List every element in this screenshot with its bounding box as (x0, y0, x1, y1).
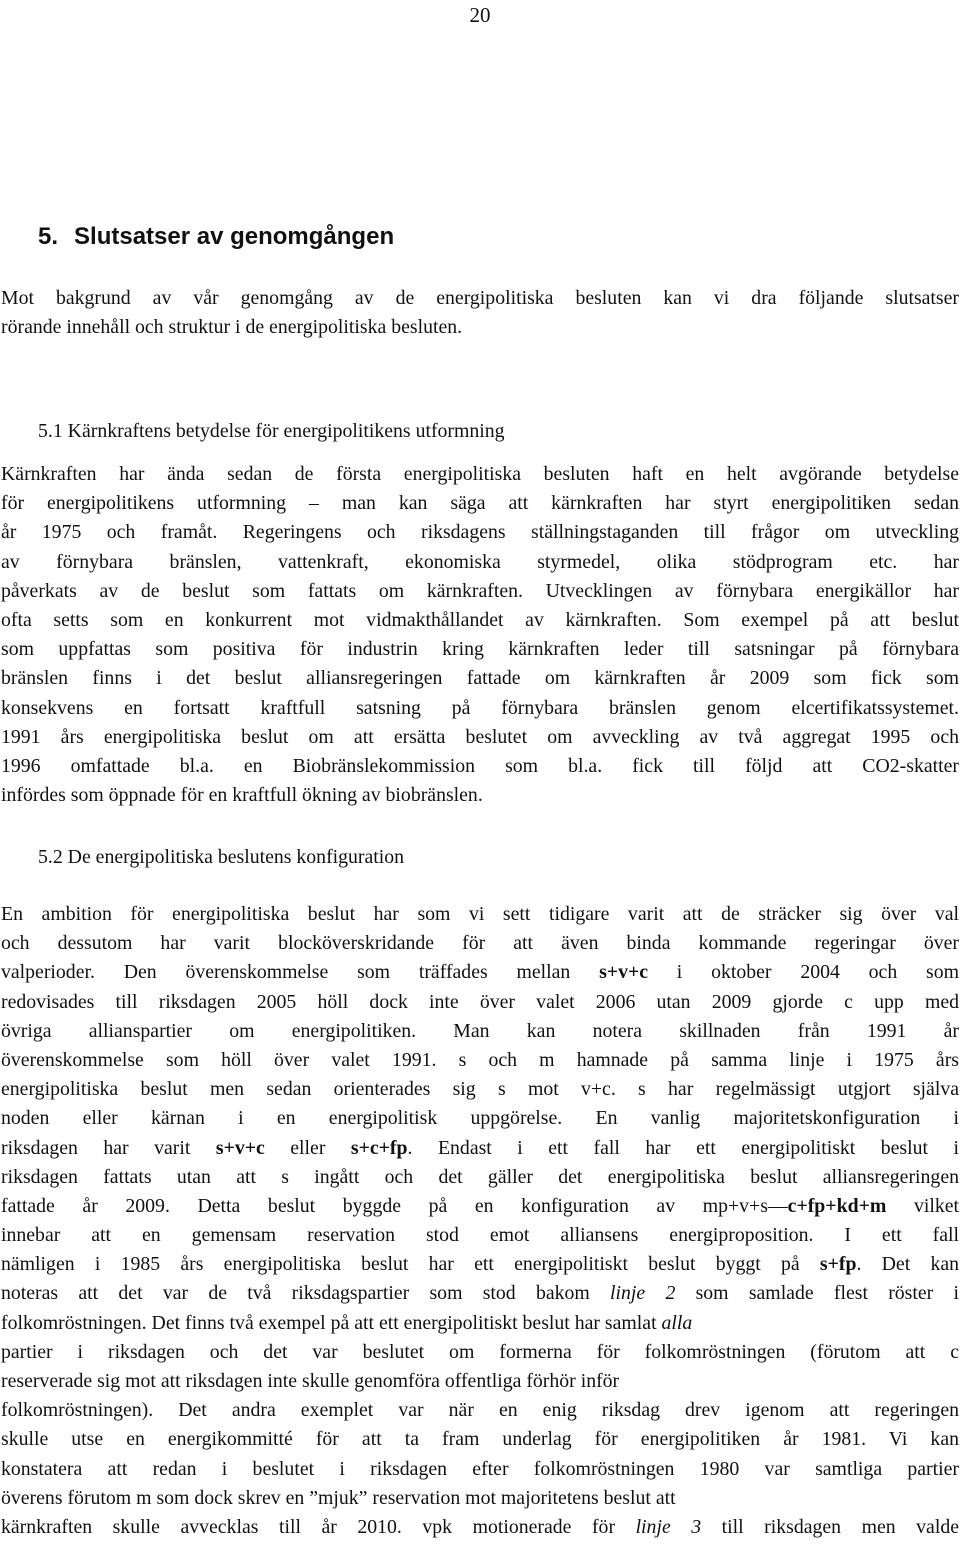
intro-paragraph (1, 284, 959, 342)
paragraph-line: påverkats av de beslut som fattats om kärnkraften. Utvecklingen av förnybara energikällor har (1, 579, 959, 602)
paragraph-line: överens förutom m som dock skrev en ”mjuk” reservation mot majoritetens beslut att (1, 1486, 676, 1509)
chapter-heading (38, 222, 394, 252)
text-run: som samlade flest röster i (675, 1282, 959, 1305)
paragraph-line: folkomröstningen). Det andra exemplet var när en enig riksdag drev igenom att regeringen (1, 1399, 959, 1422)
section-5-1-paragraph (1, 460, 959, 810)
text-run: . Endast i ett fall har ett energipolitiskt beslut i (407, 1136, 959, 1159)
paragraph-line: skulle utse en energikommitté för att ta fram underlag för energipolitiken år 1981. Vi kan (1, 1428, 959, 1451)
party-config-bold: s+fp (819, 1253, 857, 1276)
italic-term: alla (661, 1311, 693, 1334)
intro-line: Mot bakgrund av vår genomgång av de energipolitiska besluten kan vi dra följande slutsatser (1, 287, 959, 309)
paragraph-line: riksdagen fattats utan att s ingått och det gäller det energipolitiska beslut alliansregeringen (1, 1165, 959, 1188)
paragraph-line: överenskommelse som höll över valet 1991. s och m hamnade på samma linje i 1975 års (1, 1048, 959, 1071)
paragraph-line: energipolitiska beslut men sedan orienterades sig s mot v+c. s har regelmässigt utgjort själva (1, 1078, 959, 1101)
text-run: riksdagen har varit (1, 1136, 216, 1159)
paragraph-line (1, 1279, 959, 1308)
italic-term: linje 3 (635, 1515, 702, 1538)
paragraph-line: för energipolitikens utformning – man kan säga att kärnkraften har styrt energipolitiken sedan (1, 492, 959, 515)
text-run: vilket (886, 1194, 959, 1217)
paragraph-line: konstatera att redan i beslutet i riksdagen efter folkomröstningen 1980 var samtliga partier (1, 1457, 959, 1480)
page-number: 20 (469, 3, 491, 27)
paragraph-line (1, 1192, 959, 1221)
section-5-2-heading: 5.2 De energipolitiska beslutens konfiguration (38, 846, 405, 868)
paragraph-line: noden eller kärnan i en energipolitisk uppgörelse. En vanlig majoritetskonfiguration i (1, 1107, 959, 1130)
paragraph-line (1, 1513, 959, 1542)
text-run: noteras att det var de två riksdagspartier som stod bakom (1, 1282, 611, 1305)
paragraph-line: redovisades till riksdagen 2005 höll dock inte över valet 2006 utan 2009 gjorde c upp med (1, 990, 959, 1013)
party-config-bold: s+v+c (599, 961, 649, 984)
paragraph-line: bränslen finns i det beslut alliansregeringen fattade om kärnkraften år 2009 som fick som (1, 667, 959, 690)
paragraph-line: 1991 års energipolitiska beslut om att ersätta beslutet om avveckling av två aggregat 1995 och (1, 725, 959, 748)
paragraph-line: och dessutom har varit blocköverskridande för att även binda kommande regeringar över (1, 932, 959, 955)
intro-line: rörande innehåll och struktur i de energipolitiska besluten. (1, 316, 463, 339)
text-run: nämligen i 1985 års energipolitiska beslut har ett energipolitiskt beslut byggt på (1, 1253, 820, 1276)
section-5-2-paragraph (1, 900, 959, 1542)
paragraph-line: som uppfattas som positiva för industrin kring kärnkraften leder till satsningar på förnybara (1, 638, 959, 661)
text-run: eller (264, 1136, 351, 1159)
paragraph-line: En ambition för energipolitiska beslut har som vi sett tidigare varit att de sträcker sig över val (1, 903, 959, 925)
text-run: fattade år 2009. Detta beslut byggde på en konfiguration av mp+v+s— (1, 1194, 788, 1217)
paragraph-line: partier i riksdagen och det var beslutet om formerna för folkomröstningen (förutom att c (1, 1340, 959, 1363)
paragraph-line (1, 958, 959, 987)
text-run: . Det kan (856, 1253, 959, 1276)
text-run: i oktober 2004 och som (648, 961, 959, 984)
paragraph-line: år 1975 och framåt. Regeringens och riksdagens ställningstaganden till frågor om utveckling (1, 521, 959, 544)
text-run: valperioder. Den överenskommelse som träffades mellan (1, 961, 600, 984)
paragraph-line: reserverade sig mot att riksdagen inte skulle genomföra offentliga förhör inför (1, 1370, 620, 1393)
paragraph-line (1, 1134, 959, 1163)
section-5-1-heading: 5.1 Kärnkraftens betydelse för energipolitikens utformning (38, 420, 505, 442)
paragraph-line: 1996 omfattade bl.a. en Biobränslekommission som bl.a. fick till följd att CO2-skatter (1, 754, 959, 777)
chapter-number: 5. (38, 223, 59, 250)
paragraph-line (1, 1250, 959, 1279)
italic-term: linje 2 (610, 1282, 676, 1305)
paragraph-line: innebar att en gemensam reservation stod emot alliansens energiproposition. I ett fall (1, 1224, 959, 1247)
paragraph-line: ofta setts som en konkurrent mot vidmakthållandet av kärnkraften. Som exempel på att beslut (1, 608, 959, 631)
chapter-title: Slutsatser av genomgången (74, 223, 395, 250)
paragraph-line: infördes som öppnade för en kraftfull ökning av biobränslen. (1, 784, 483, 807)
paragraph-line: övriga allianspartier om energipolitiken. Man kan notera skillnaden från 1991 år (1, 1019, 959, 1042)
paragraph-line: av förnybara bränslen, vattenkraft, ekonomiska styrmedel, olika stödprogram etc. har (1, 550, 959, 573)
party-config-bold: s+v+c (215, 1136, 265, 1159)
paragraph-line: konsekvens en fortsatt kraftfull satsning på förnybara bränslen genom elcertifikatssystemet. (1, 696, 959, 719)
party-config-bold: c+fp+kd+m (787, 1194, 887, 1217)
paragraph-line (1, 1309, 959, 1338)
text-run: till riksdagen men valde (701, 1515, 959, 1538)
paragraph-line: Kärnkraften har ända sedan de första energipolitiska besluten haft en helt avgörande betydelse (1, 463, 959, 485)
text-run: kärnkraften skulle avvecklas till år 2010. vpk motionerade för (1, 1515, 636, 1538)
text-run: folkomröstningen. Det finns två exempel på att ett energipolitiskt beslut har samlat (1, 1311, 662, 1334)
party-config-bold: s+c+fp (350, 1136, 408, 1159)
